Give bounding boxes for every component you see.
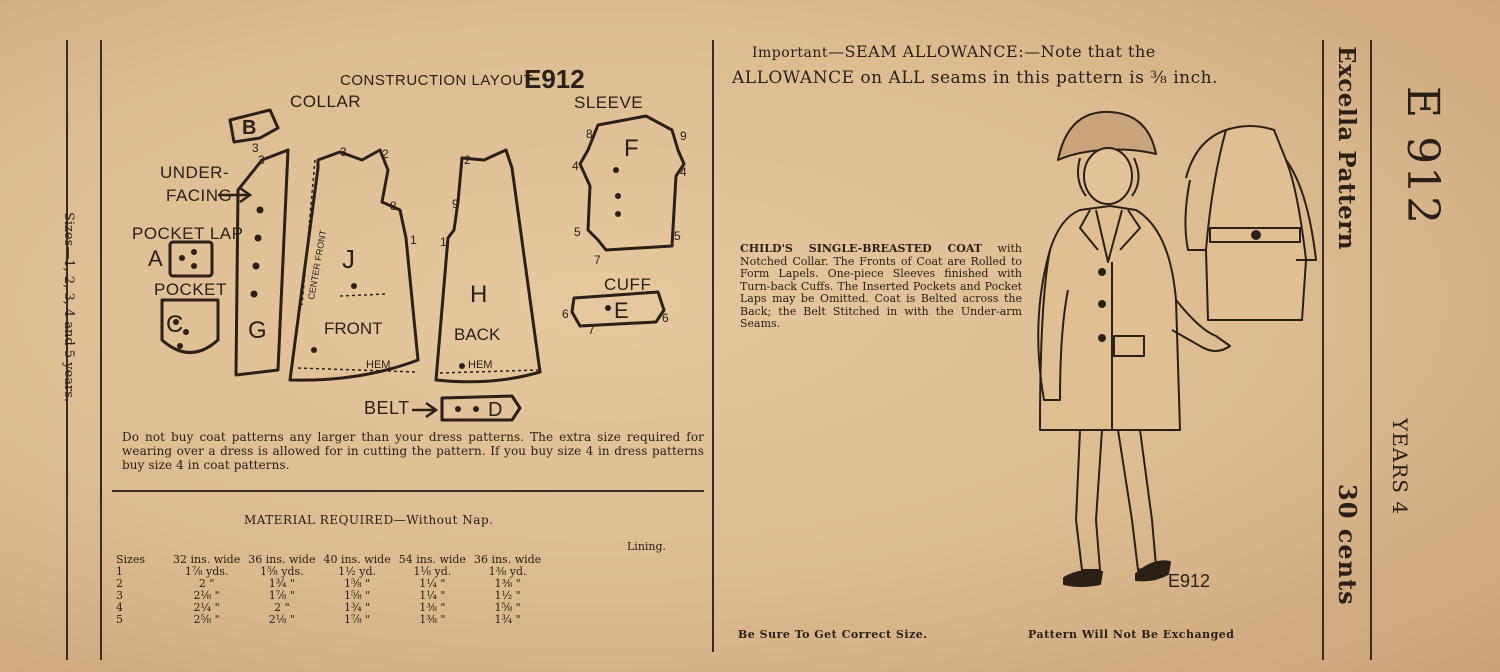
svg-text:4: 4 <box>572 159 579 173</box>
section-divider-line <box>112 490 704 492</box>
size-cell: 3 <box>116 589 123 602</box>
svg-text:7: 7 <box>588 323 595 337</box>
pattern-number-vertical: E 912 <box>1397 86 1448 227</box>
seam-allowance-line1: Important—SEAM ALLOWANCE:—Note that the <box>752 42 1156 61</box>
material-row <box>112 602 545 614</box>
svg-text:6: 6 <box>562 307 569 321</box>
cuff-letter: E <box>614 298 629 323</box>
yardage-cell: 2⅛ " <box>268 613 295 626</box>
material-row <box>112 566 545 578</box>
yardage-cell: 1⅛ yd. <box>413 565 452 578</box>
svg-text:3: 3 <box>258 153 265 167</box>
material-header-row <box>112 554 545 566</box>
belt-label: BELT <box>364 398 410 418</box>
belt-piece <box>442 396 520 420</box>
svg-text:9: 9 <box>680 129 687 143</box>
yardage-cell: 1⅞ yds. <box>184 565 229 578</box>
yardage-cell: 1⅞ " <box>343 613 371 626</box>
sleeve-letter: F <box>624 135 639 162</box>
front-label: FRONT <box>324 319 383 338</box>
svg-text:6: 6 <box>662 311 669 325</box>
pocket-lap-label: POCKET LAP <box>132 224 244 243</box>
svg-text:3: 3 <box>340 145 347 159</box>
material-row <box>112 578 545 590</box>
important-word: Important <box>752 45 829 61</box>
back-label: BACK <box>454 325 501 344</box>
size-cell: 1 <box>116 565 123 578</box>
col-header: 36 ins. wide <box>473 553 542 566</box>
col-header: 32 ins. wide <box>173 553 241 566</box>
svg-text:4: 4 <box>680 165 687 179</box>
yardage-cell: 1⅝ " <box>343 589 371 602</box>
svg-text:1: 1 <box>410 233 417 247</box>
child-coat-illustration <box>1020 100 1320 600</box>
back-letter: H <box>470 281 488 308</box>
under-facing-label-2: FACING <box>166 186 233 205</box>
under-facing-letter: G <box>248 317 267 344</box>
col-header: 40 ins. wide <box>323 553 391 566</box>
front-hem-label: HEM <box>366 359 391 371</box>
yardage-cell: 2¼ " <box>193 601 220 614</box>
svg-text:5: 5 <box>674 229 681 243</box>
svg-text:5: 5 <box>574 225 581 239</box>
svg-text:1: 1 <box>440 235 447 249</box>
yardage-cell: 1¾ " <box>494 613 521 626</box>
illustration-code: E912 <box>1168 571 1211 591</box>
material-title: MATERIAL REQUIRED—Without Nap. <box>244 513 494 527</box>
right-inner-line <box>1322 40 1324 660</box>
yardage-cell: 1¼ " <box>419 589 446 602</box>
col-header: Sizes <box>116 553 146 566</box>
size-cell: 4 <box>116 601 123 614</box>
yardage-cell: 1⅝ " <box>494 601 521 614</box>
footer-right-text: Pattern Will Not Be Exchanged <box>1028 628 1235 641</box>
size-instructions: Do not buy coat patterns any larger than your dress patterns. The extra size required for wearing over a dress is allowed for in cutting the pattern. If you buy size 4 in dress patterns buy size 4 in coat patterns. <box>122 430 704 472</box>
description-lead: CHILD'S SINGLE-BREASTED COAT <box>740 242 982 255</box>
footer-left-text: Be Sure To Get Correct Size. <box>738 628 928 641</box>
back-piece <box>436 150 540 382</box>
svg-text:7: 7 <box>594 253 601 267</box>
svg-text:3: 3 <box>252 141 259 155</box>
yardage-cell: 2 " <box>274 601 290 614</box>
yardage-cell: 1⅜ yd. <box>488 565 527 578</box>
sizes-vertical-text: Sizes—1, 2, 3, 4 and 5 years. <box>61 212 76 403</box>
price-vertical: 30 cents <box>1333 484 1362 606</box>
years-vertical: YEARS 4 <box>1388 418 1412 516</box>
pocket-lap-piece <box>170 242 212 276</box>
svg-text:2: 2 <box>382 147 389 161</box>
front-letter: J <box>342 244 355 274</box>
material-row <box>112 590 545 602</box>
col-header: 54 ins. wide <box>398 553 466 566</box>
seam-allowance-line2: ALLOWANCE on ALL seams in this pattern is ⅜ inch. <box>732 68 1218 88</box>
yardage-cell: 1⅜ " <box>419 601 446 614</box>
right-border-line <box>1370 40 1372 660</box>
yardage-cell: 1⅝ " <box>343 577 371 590</box>
svg-text:8: 8 <box>390 199 397 213</box>
size-cell: 5 <box>116 613 123 626</box>
size-cell: 2 <box>116 577 123 590</box>
material-table <box>112 554 545 626</box>
lining-label: Lining. <box>627 540 667 553</box>
yardage-cell: 1¾ " <box>343 601 371 614</box>
pattern-pieces-drawing <box>110 90 710 430</box>
collar-letter: B <box>242 117 257 139</box>
belt-letter: D <box>488 399 503 421</box>
svg-text:8: 8 <box>586 127 593 141</box>
yardage-cell: 1⅜ " <box>494 577 521 590</box>
under-facing-label-1: UNDER- <box>160 163 230 182</box>
collar-label: COLLAR <box>290 92 362 111</box>
yardage-cell: 1½ yd. <box>338 565 377 578</box>
layout-code: E912 <box>524 64 585 94</box>
cuff-label: CUFF <box>604 275 652 294</box>
layout-title: CONSTRUCTION LAYOUT <box>340 72 534 89</box>
center-divider-line <box>712 40 714 652</box>
pattern-description: CHILD'S SINGLE-BREASTED COAT with Notched Collar. The Fronts of Coat are Rolled to Form Lapels. One-piece Sleeves finished with Turn-back Cuffs. The Inserted Pockets and Pocket Laps may be Omitted. Coat is Belted across the Back; the Belt Stitched in with the Under-arm Seams. <box>740 242 1022 330</box>
sleeve-label: SLEEVE <box>574 93 644 112</box>
material-row <box>112 614 545 626</box>
yardage-cell: 1¾ " <box>268 577 295 590</box>
yardage-cell: 1⅝ yds. <box>260 565 304 578</box>
pocket-lap-letter: A <box>148 246 163 271</box>
yardage-cell: 1⅜ " <box>419 613 446 626</box>
svg-text:9: 9 <box>452 197 459 211</box>
col-header: 36 ins. wide <box>248 553 316 566</box>
left-inner-line <box>100 40 102 660</box>
pocket-letter: C <box>166 311 184 338</box>
yardage-cell: 1¼ " <box>419 577 446 590</box>
center-front-label: CENTER FRONT <box>306 229 329 301</box>
yardage-cell: 1⅞ " <box>268 589 295 602</box>
yardage-cell: 2 " <box>198 577 215 590</box>
svg-text:2: 2 <box>464 153 471 167</box>
yardage-cell: 2⅝ " <box>193 613 220 626</box>
pocket-label: POCKET <box>154 280 227 299</box>
yardage-cell: 1½ " <box>494 589 521 602</box>
back-hem-label: HEM <box>468 359 493 371</box>
brand-vertical: Excella Pattern <box>1333 46 1360 251</box>
yardage-cell: 2⅛ " <box>193 589 220 602</box>
